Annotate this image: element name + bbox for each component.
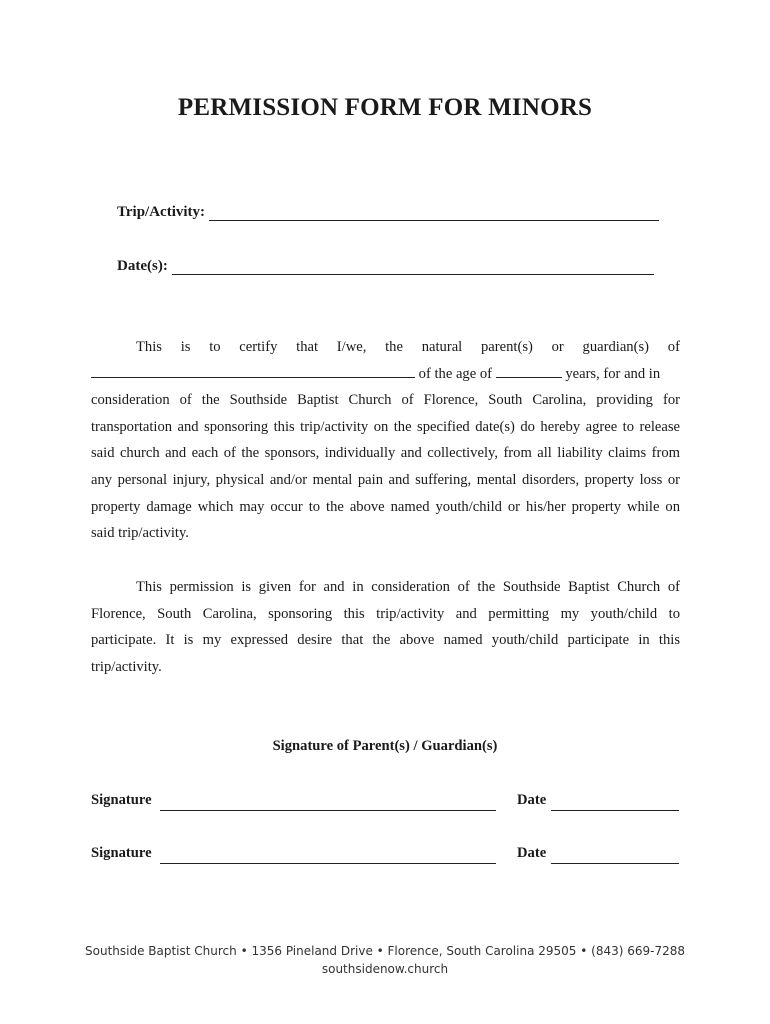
footer-website: southsidenow.church (321, 962, 449, 976)
child-age-line[interactable] (496, 363, 562, 378)
signature-line-2[interactable] (160, 849, 496, 864)
paragraph1-line7: property damage which may occur to the above named youth/child or his/her property while on (91, 498, 680, 515)
paragraph2-line3: participate. It is my expressed desire that the above named youth/child participate in this (91, 632, 680, 649)
date-label: Date (517, 792, 547, 808)
signature-label: Signature (91, 792, 152, 808)
paragraph1-line5: said church and each of the sponsors, individually and collectively, from all liability claims from (91, 445, 680, 462)
child-name-line[interactable] (91, 363, 415, 378)
trip-activity-field[interactable] (117, 204, 659, 221)
paragraph1-line4: transportation and sponsoring this trip/activity on the specified date(s) do hereby agree to release (91, 418, 680, 435)
page-title: PERMISSION FORM FOR MINORS (177, 94, 593, 121)
paragraph2-line2: Florence, South Carolina, sponsoring this trip/activity and permitting my youth/child to (91, 605, 680, 622)
signature-line-1[interactable] (160, 796, 496, 811)
dates-label: Date(s): (117, 258, 168, 274)
signature-heading: Signature of Parent(s) / Guardian(s) (272, 738, 498, 754)
footer-address: Southside Baptist Church • 1356 Pineland Drive • Florence, South Carolina 29505 • (843) 669-7288 (85, 944, 685, 958)
paragraph1-line8: said trip/activity. (91, 525, 189, 542)
paragraph1-line1: This is to certify that I/we, the natural parent(s) or guardian(s) of (136, 339, 680, 355)
certification-paragraph (91, 334, 680, 547)
date-line-2[interactable] (551, 849, 679, 864)
dates-field[interactable] (117, 258, 654, 275)
date-label: Date (517, 845, 547, 861)
trip-activity-label: Trip/Activity: (117, 204, 206, 220)
paragraph1-line6: any personal injury, physical and/or mental pain and suffering, mental disorders, property loss or (91, 471, 680, 488)
signature-label: Signature (91, 845, 152, 861)
dates-input-line[interactable] (172, 260, 654, 275)
paragraph2-line1: This permission is given for and in consideration of the Southside Baptist Church of (136, 579, 680, 595)
paragraph2-line4: trip/activity. (91, 658, 162, 675)
paragraph1-line3: consideration of the Southside Baptist Church of Florence, South Carolina, providing for (91, 392, 680, 409)
permission-paragraph (91, 574, 680, 680)
date-line-1[interactable] (551, 796, 679, 811)
trip-activity-input-line[interactable] (209, 206, 659, 221)
paragraph1-line2: of the age of years, for and in (91, 361, 680, 388)
